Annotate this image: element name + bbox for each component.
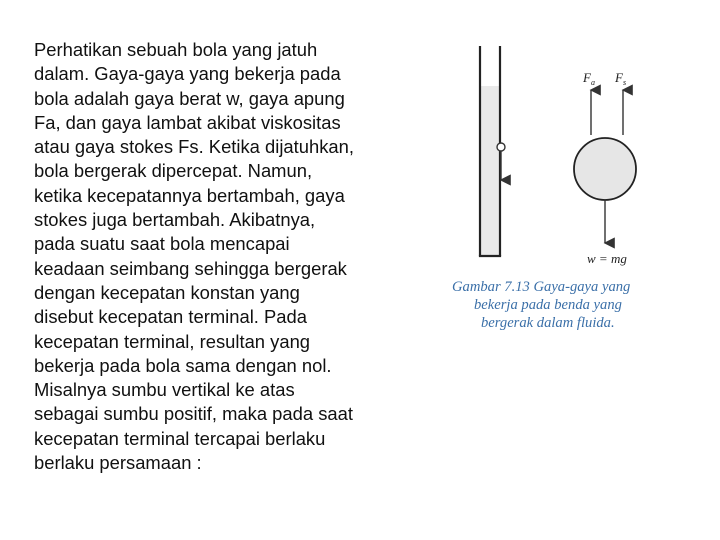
caption-line: bekerja pada benda yang [474,297,622,313]
label-weight: w = mg [587,251,627,266]
label-fs: $F_s$ [615,70,627,87]
paragraph-line: dalam. Gaya-gaya yang bekerja pada [34,63,341,85]
paragraph-line: Perhatikan sebuah bola yang jatuh [34,39,318,60]
paragraph-line: disebut kecepatan terminal. Pada [34,306,307,328]
big-ball [574,138,636,200]
label-fa: $F_a$ [583,70,595,87]
paragraph-line: ketika kecepatannya bertambah, gaya [34,184,345,206]
figure-diagram [448,40,668,280]
figure-caption [452,278,672,332]
paragraph-line: kecepatan terminal tercapai berlaku [34,427,326,449]
paragraph-line: dengan kecepatan konstan yang [34,281,300,303]
paragraph-line: kecepatan terminal, resultan yang [34,330,311,352]
paragraph-line: keadaan seimbang sehingga bergerak [34,257,347,279]
tube-fluid [480,86,500,256]
paragraph-line: bekerja pada bola sama dengan nol. [34,354,332,376]
paragraph-line: berlaku persamaan : [34,452,202,474]
paragraph-line: stokes juga bertambah. Akibatnya, [34,209,316,231]
body-paragraph [34,38,424,475]
paragraph-line: bola adalah gaya berat w, gaya apung [34,87,345,109]
paragraph-line: bola bergerak dipercepat. Namun, [34,160,313,182]
paragraph-line: sebagai sumbu positif, maka pada saat [34,403,353,425]
paragraph-line: pada suatu saat bola mencapai [34,233,290,255]
paragraph-line: atau gaya stokes Fs. Ketika dijatuhkan, [34,136,354,158]
paragraph-line: Misalnya sumbu vertikal ke atas [34,379,295,401]
caption-line: Gambar 7.13 Gaya-gaya yang [452,279,631,295]
caption-line: bergerak dalam fluida. [481,315,615,331]
small-ball [497,143,505,151]
paragraph-line: Fa, dan gaya lambat akibat viskositas [34,111,341,133]
